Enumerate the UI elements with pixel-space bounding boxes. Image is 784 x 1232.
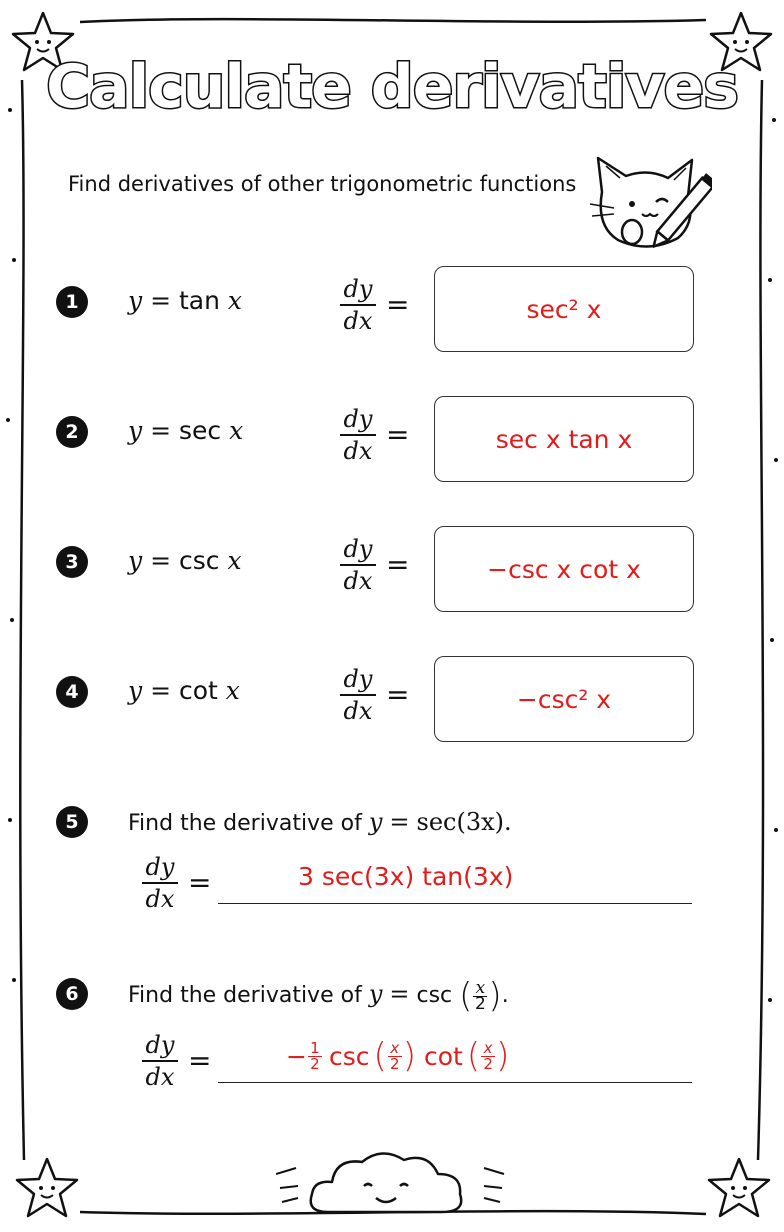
function-name: cot — [178, 676, 218, 705]
fraction-numerator: dy — [343, 405, 373, 433]
dy-dx-fraction — [340, 274, 376, 336]
question-5-equals: = — [389, 808, 410, 836]
question-5-lhs: y — [368, 808, 383, 836]
answer-line — [218, 903, 692, 904]
question-number-badge: 1 — [56, 286, 88, 318]
question-number-badge: 2 — [56, 416, 88, 448]
cat-with-pencil-icon — [588, 152, 712, 258]
answer-function-2: cot — [424, 1041, 463, 1071]
function-lhs: y — [128, 676, 143, 705]
function-variable: x — [227, 546, 242, 575]
fraction-denominator: dx — [145, 885, 175, 913]
argument-numerator: x — [390, 1038, 400, 1057]
dy-dx-fraction — [340, 664, 376, 726]
fraction-numerator: dy — [343, 535, 373, 563]
answer-coefficient — [308, 1038, 322, 1073]
argument-denominator: 2 — [389, 1054, 400, 1073]
problem-function — [128, 286, 242, 315]
function-name: tan — [178, 286, 220, 315]
function-equals: = — [150, 286, 172, 315]
function-variable: x — [225, 676, 240, 705]
fraction-denominator: dx — [343, 437, 373, 465]
function-variable: x — [229, 416, 244, 445]
dy-dx-fraction — [340, 404, 376, 466]
answer-text: −csc² x — [516, 684, 612, 714]
function-equals: = — [150, 546, 172, 575]
question-5-prompt — [128, 808, 512, 836]
question-5-text: Find the derivative of — [128, 811, 362, 836]
equals-sign: = — [386, 678, 410, 711]
answer-box[interactable] — [434, 396, 694, 482]
argument-denominator: 2 — [475, 993, 486, 1014]
question-number-badge: 3 — [56, 546, 88, 578]
equals-sign: = — [386, 288, 410, 321]
fraction-numerator: dy — [343, 665, 373, 693]
function-name: csc — [178, 546, 220, 575]
question-5-function: sec(3x). — [416, 808, 512, 836]
equals-sign: = — [386, 418, 410, 451]
left-paren: ( — [373, 1036, 387, 1076]
equals-sign: = — [188, 866, 212, 899]
problem-function — [128, 676, 240, 705]
fraction-denominator: dx — [343, 567, 373, 595]
answer-line — [218, 1082, 692, 1083]
left-paren: ( — [459, 976, 473, 1016]
question-6-text: Find the derivative of — [128, 983, 362, 1008]
page-title: Calculate derivatives — [46, 52, 738, 122]
answer-text: sec² x — [526, 294, 602, 324]
argument-numerator: x — [475, 977, 486, 998]
fraction-denominator: dx — [343, 307, 373, 335]
left-paren: ( — [466, 1036, 481, 1076]
argument-denominator: 2 — [483, 1054, 493, 1073]
answer-argument-1 — [388, 1038, 402, 1073]
question-6-equals: = — [389, 980, 410, 1008]
fraction-numerator: dy — [343, 275, 373, 303]
fraction-numerator: dy — [145, 1031, 175, 1059]
function-lhs: y — [128, 416, 143, 445]
argument-numerator: x — [483, 1038, 493, 1057]
question-number-badge: 6 — [56, 978, 88, 1010]
right-paren: ) — [488, 976, 502, 1016]
dy-dx-fraction — [340, 534, 376, 596]
fraction-numerator: dy — [145, 853, 175, 881]
coefficient-denominator: 2 — [310, 1054, 320, 1073]
coefficient-numerator: 1 — [310, 1038, 320, 1057]
equals-sign: = — [386, 548, 410, 581]
fraction-denominator: dx — [343, 697, 373, 725]
answer-box[interactable] — [434, 266, 694, 352]
answer-box[interactable] — [434, 656, 694, 742]
function-equals: = — [150, 676, 172, 705]
answer-sign: − — [286, 1041, 307, 1071]
function-variable: x — [227, 286, 243, 315]
problem-function — [128, 416, 243, 445]
question-6-prompt — [128, 976, 509, 1016]
right-paren: ) — [402, 1036, 416, 1076]
question-6-argument — [473, 977, 487, 1014]
cloud-face-icon — [276, 1146, 506, 1222]
function-lhs: y — [128, 546, 143, 575]
page-subtitle: Find derivatives of other trigonometric functions — [68, 172, 577, 196]
star-face-icon — [704, 1154, 774, 1224]
question-number-badge: 4 — [56, 676, 88, 708]
question-6-answer — [286, 1036, 509, 1076]
function-name: sec — [178, 416, 222, 445]
function-equals: = — [150, 416, 172, 445]
function-lhs: y — [128, 286, 143, 315]
question-6-function: csc — [416, 983, 453, 1008]
answer-text: sec x tan x — [495, 424, 633, 454]
equals-sign: = — [188, 1044, 212, 1077]
problem-function — [128, 546, 242, 575]
question-6-period: . — [501, 983, 509, 1008]
question-5-answer: 3 sec(3x) tan(3x) — [298, 862, 514, 891]
answer-box[interactable] — [434, 526, 694, 612]
dy-dx-fraction — [142, 852, 178, 914]
answer-text: −csc x cot x — [487, 554, 641, 584]
star-face-icon — [12, 1154, 82, 1224]
answer-function-1: csc — [328, 1041, 370, 1071]
dy-dx-fraction — [142, 1030, 178, 1092]
question-6-lhs: y — [368, 980, 383, 1008]
right-paren: ) — [496, 1036, 510, 1076]
fraction-denominator: dx — [145, 1063, 175, 1091]
question-number-badge: 5 — [56, 806, 88, 838]
answer-argument-2 — [481, 1038, 495, 1073]
